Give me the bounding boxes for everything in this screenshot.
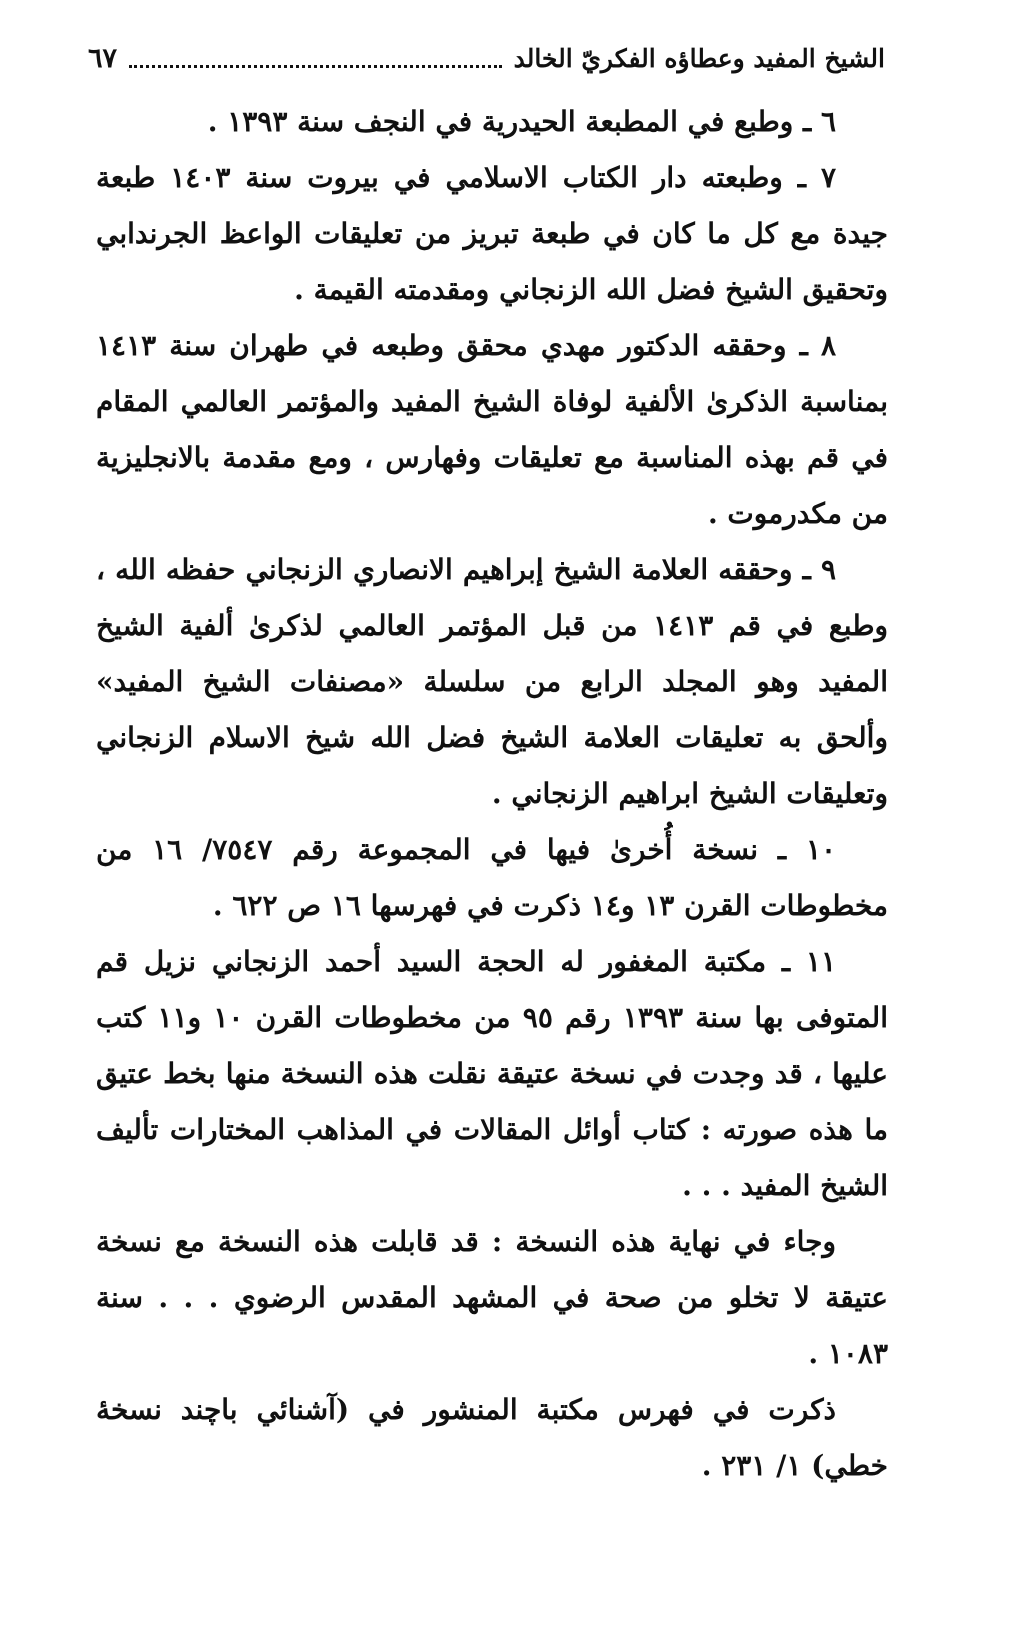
- running-title: الشيخ المفيد وعطاؤه الفكريّ الخالد: [513, 43, 885, 73]
- header-leader-dots: [129, 63, 502, 68]
- paragraph-catalog-reference: ذكرت في فهرس مكتبة المنشور في (آشنائي باچند نسخهٔ خطي) ١/ ٢٣١ .: [96, 1393, 888, 1482]
- page-header: [88, 38, 885, 78]
- paragraph-item-9: ٩ ـ وحققه العلامة الشيخ إبراهيم الانصاري الزنجاني حفظه الله ، وطبع في قم ١٤١٣ من قبل المؤتمر العالمي لذكرىٰ ألفية الشيخ المفيد وهو المجلد الرابع من سلسلة «مصنفات الشيخ المفيد» وألحق به تعليقات العلامة الشيخ فضل الله شيخ الاسلام الزنجاني وتعليقات الشيخ ابراهيم الزنجاني .: [96, 553, 888, 810]
- paragraph-item-6: ٦ ـ وطبع في المطبعة الحيدرية في النجف سنة ١٣٩٣ .: [207, 105, 836, 138]
- page-number: ٦٧: [88, 42, 118, 74]
- paragraph-item-11: ١١ ـ مكتبة المغفور له الحجة السيد أحمد الزنجاني نزيل قم المتوفى بها سنة ١٣٩٣ رقم ٩٥ من مخطوطات القرن ١٠ و١١ كتب عليها ، قد وجدت في نسخة عتيقة نقلت هذه النسخة منها بخط عتيق ما هذه صورته : كتاب أوائل المقالات في المذاهب المختارات تأليف الشيخ المفيد . . .: [96, 945, 888, 1202]
- paragraph-item-10: ١٠ ـ نسخة أُخرىٰ فيها في المجموعة رقم ٧٥٤٧/ ١٦ من مخطوطات القرن ١٣ و١٤ ذكرت في فهرسها ١٦ ص ٦٢٢ .: [96, 833, 888, 922]
- paragraph-item-7: ٧ ـ وطبعته دار الكتاب الاسلامي في بيروت سنة ١٤٠٣ طبعة جيدة مع كل ما كان في طبعة تبريز من تعليقات الواعظ الجرندابي وتحقيق الشيخ فضل الله الزنجاني ومقدمته القيمة .: [96, 161, 888, 306]
- paragraph-item-8: ٨ ـ وحققه الدكتور مهدي محقق وطبعه في طهران سنة ١٤١٣ بمناسبة الذكرىٰ الألفية لوفاة الشيخ المفيد والمؤتمر العالمي المقام في قم بهذه المناسبة مع تعليقات وفهارس ، ومع مقدمة بالانجليزية من مكدرموت .: [96, 329, 888, 530]
- body-text: [96, 94, 888, 1494]
- paragraph-colophon: وجاء في نهاية هذه النسخة : قد قابلت هذه النسخة مع نسخة عتيقة لا تخلو من صحة في المشهد المقدس الرضوي . . . سنة ١٠٨٣ .: [96, 1225, 888, 1370]
